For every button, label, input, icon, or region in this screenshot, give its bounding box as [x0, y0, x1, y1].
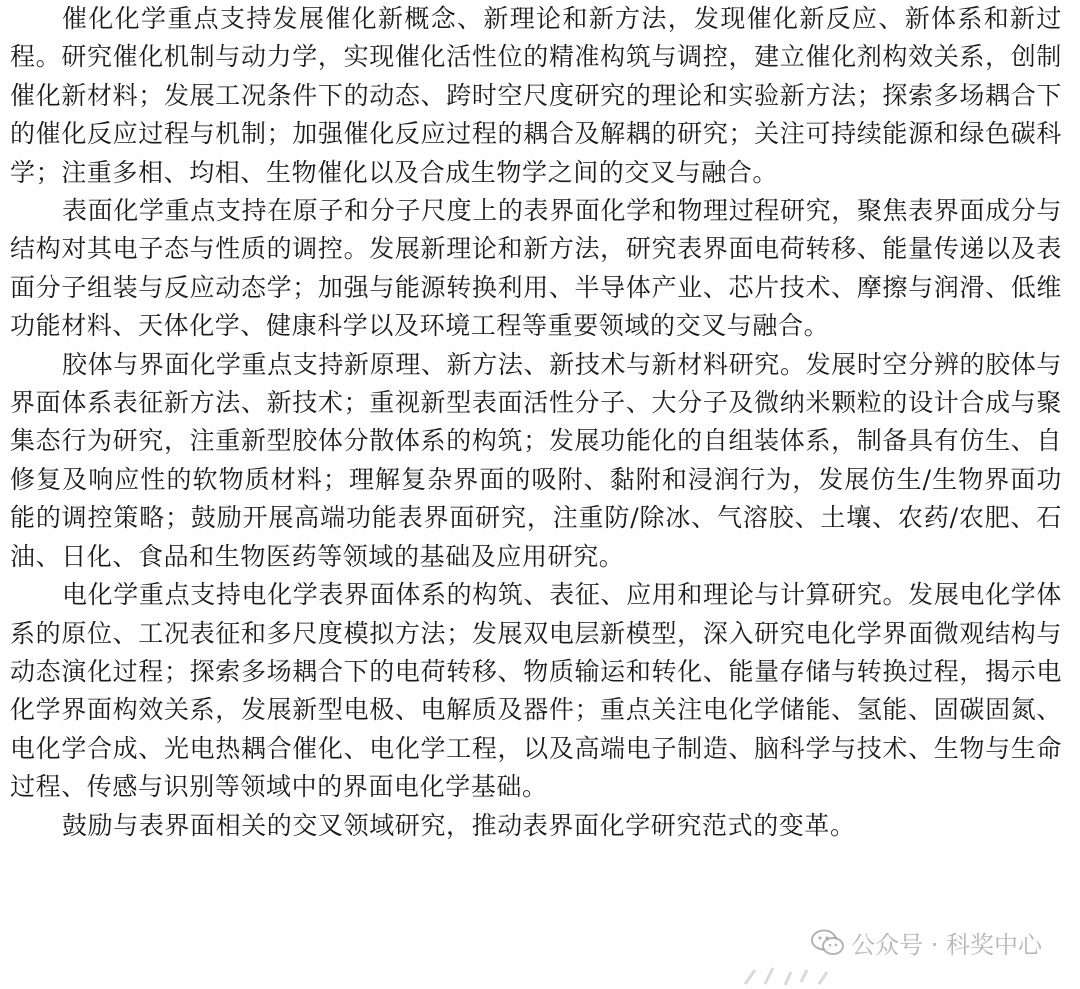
- watermark-diagonal-stroke: [735, 958, 855, 986]
- paragraph-colloid-interface: 胶体与界面化学重点支持新原理、新方法、新技术与新材料研究。发展时空分辨的胶体与界面体系表征新方法、新技术；重视新型表面活性分子、大分子及微纳米颗粒的设计合成与聚集态行为研究，注重新型胶体分散体系的构筑；发展功能化的自组装体系，制备具有仿生、自修复及响应性的软物质材料；理解复杂界面的吸附、黏附和浸润行为，发展仿生/生物界面功能的调控策略；鼓励开展高端功能表界面研究，注重防/除冰、气溶胶、土壤、农药/农肥、石油、日化、食品和生物医药等领域的基础及应用研究。: [10, 349, 1062, 571]
- wechat-icon: [811, 929, 845, 957]
- paragraph-interdisciplinary: 鼓励与表界面相关的交叉领域研究，推动表界面化学研究范式的变革。: [62, 810, 856, 840]
- document-body: [10, 0, 1062, 845]
- paragraph-catalysis: 催化化学重点支持发展催化新概念、新理论和新方法，发现催化新反应、新体系和新过程。研究催化机制与动力学，实现催化活性位的精准构筑与调控，建立催化剂构效关系，创制催化新材料；发展工况条件下的动态、跨时空尺度研究的理论和实验新方法；探索多场耦合下的催化反应过程与机制；加强催化反应过程的耦合及解耦的研究；关注可持续能源和绿色碳科学；注重多相、均相、生物催化以及合成生物学之间的交叉与融合。: [10, 4, 1062, 187]
- paragraph-surface-chemistry: 表面化学重点支持在原子和分子尺度上的表界面化学和物理过程研究，聚焦表界面成分与结构对其电子态与性质的调控。发展新理论和新方法，研究表界面电荷转移、能量传递以及表面分子组装与反应动态学；加强与能源转换利用、半导体产业、芯片技术、摩擦与润滑、低维功能材料、天体化学、健康科学以及环境工程等重要领域的交叉与融合。: [10, 196, 1062, 341]
- watermark-text: 公众号 · 科奖中心: [851, 931, 1042, 959]
- paragraph-electrochemistry: 电化学重点支持电化学表界面体系的构筑、表征、应用和理论与计算研究。发展电化学体系的原位、工况表征和多尺度模拟方法；发展双电层新模型，深入研究电化学界面微观结构与动态演化过程；探索多场耦合下的电荷转移、物质输运和转化、能量存储与转换过程，揭示电化学界面构效关系，发展新型电极、电解质及器件；重点关注电化学储能、氢能、固碳固氮、电化学合成、光电热耦合催化、电化学工程，以及高端电子制造、脑科学与技术、生物与生命过程、传感与识别等领域中的界面电化学基础。: [10, 580, 1062, 802]
- watermark: [811, 925, 1042, 960]
